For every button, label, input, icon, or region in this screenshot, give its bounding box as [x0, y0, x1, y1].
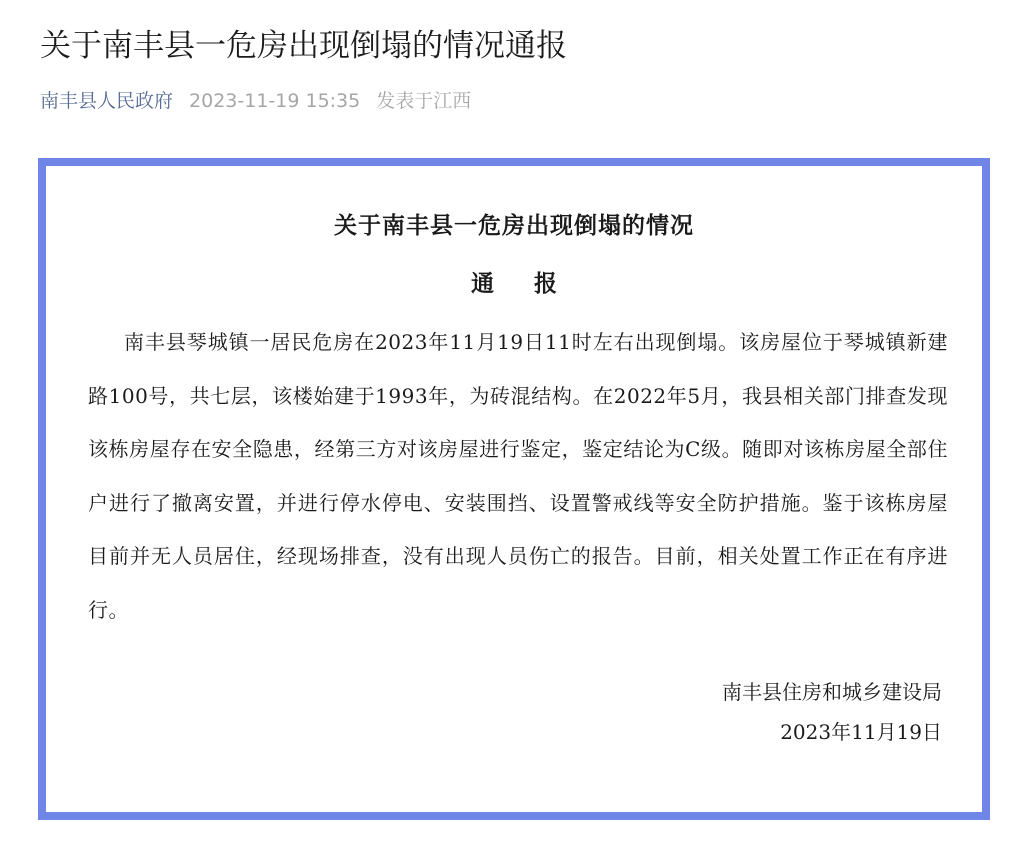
notice-signature [722, 672, 942, 752]
account-name-link[interactable]: 南丰县人民政府 [40, 90, 174, 112]
notice-title: 关于南丰县一危房出现倒塌的情况 [334, 212, 694, 239]
signature-date: 2023年11月19日 [780, 720, 942, 744]
publish-time: 2023-11-19 15:35 [189, 90, 361, 112]
notice-document [46, 166, 982, 812]
notice-body-text: 南丰县琴城镇一居民危房在2023年11月19日11时左右出现倒塌。该房屋位于琴城镇新建路100号，共七层，该楼始建于1993年，为砖混结构。在2022年5月，我县相关部门排查发现该栋房屋存在安全隐患，经第三方对该房屋进行鉴定，鉴定结论为C级。随即对该栋房屋全部住户进行了撤离安置，并进行停水停电、安装围挡、设置警戒线等安全防护措施。鉴于该栋房屋目前并无人员居住，经现场排查，没有出现人员伤亡的报告。目前，相关处置工作正在有序进行。 [88, 330, 948, 622]
signature-organization: 南丰县住房和城乡建设局 [722, 680, 942, 704]
notice-image-frame [38, 158, 990, 820]
publish-location: 发表于江西 [376, 90, 472, 112]
notice-subtitle: 通报 [471, 270, 597, 297]
article-title: 关于南丰县一危房出现倒塌的情况通报 [40, 28, 567, 64]
article-meta [40, 87, 471, 115]
